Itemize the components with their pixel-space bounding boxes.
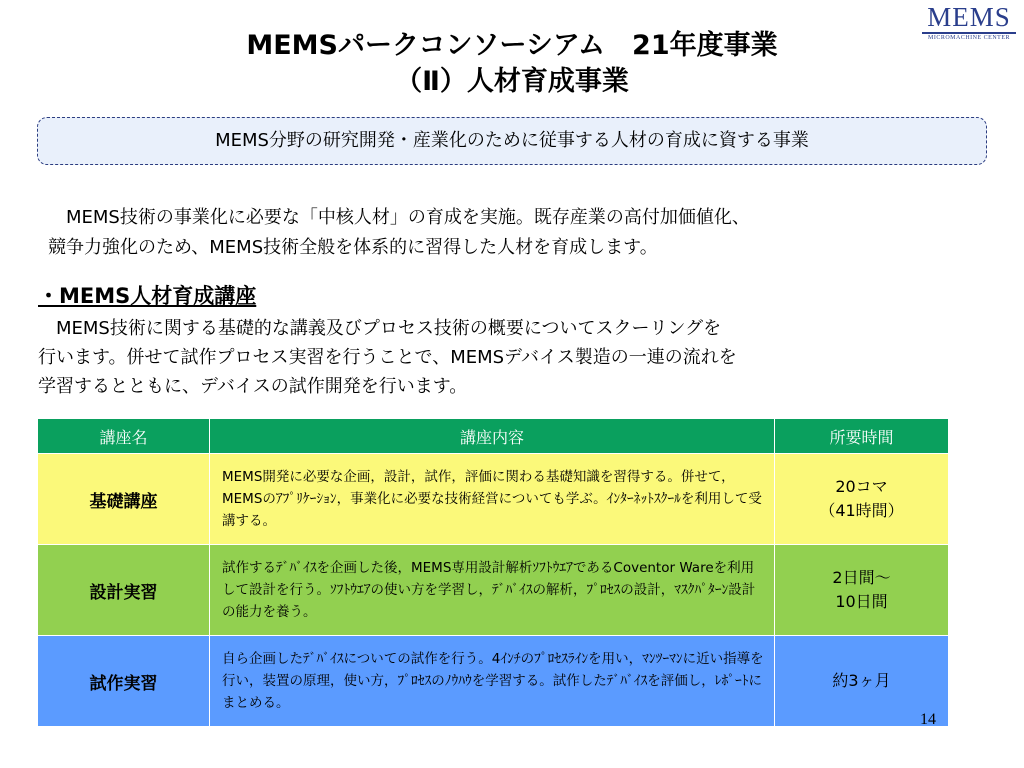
description-line-1: MEMS技術に関する基礎的な講義及びプロセス技術の概要についてスクーリングを — [56, 318, 722, 339]
logo-subtitle: MICROMACHINE CENTER — [927, 35, 1010, 41]
table-header-row — [38, 419, 949, 454]
course-table — [37, 418, 949, 727]
table-row — [38, 545, 949, 636]
header-course-content: 講座内容 — [210, 419, 775, 454]
course-content-cell: MEMS開発に必要な企画，設計，試作，評価に関わる基礎知識を習得する。併せて，MEMSのｱﾌﾟﾘｹｰｼｮﾝ，事業化に必要な技術経営についても学ぶ。ｲﾝﾀｰﾈｯﾄｽｸｰﾙを利用して受講する。 — [210, 454, 775, 545]
duration-line-1: 2日間～ — [832, 568, 891, 587]
intro-line-2: 競争力強化のため、MEMS技術全般を体系的に習得した人材を育成します。 — [48, 237, 658, 258]
lead-statement-box — [37, 117, 987, 165]
duration-line-2: （41時間） — [819, 501, 904, 520]
course-duration-cell — [775, 454, 949, 545]
course-duration-cell — [775, 545, 949, 636]
table-row — [38, 636, 949, 727]
section-heading: ・MEMS人材育成講座 — [38, 284, 257, 308]
duration-line-1: 20コマ — [835, 477, 888, 496]
intro-line-1: MEMS技術の事業化に必要な「中核人材」の育成を実施。既存産業の高付加価値化、 — [66, 207, 750, 228]
course-name-cell: 基礎講座 — [38, 454, 210, 545]
description-line-3: 学習するとともに、デバイスの試作開発を行います。 — [38, 376, 468, 397]
page-number: 14 — [920, 711, 936, 728]
course-name-cell: 設計実習 — [38, 545, 210, 636]
title-line-1: MEMSパークコンソーシアム 21年度事業 — [246, 30, 778, 61]
table-row — [38, 454, 949, 545]
header-course-name: 講座名 — [38, 419, 210, 454]
intro-paragraph — [48, 203, 948, 263]
course-name-cell: 試作実習 — [38, 636, 210, 727]
logo-wordmark: MEMS — [927, 2, 1011, 32]
lead-statement: MEMS分野の研究開発・産業化のために従事する人材の育成に資する事業 — [215, 130, 809, 151]
duration-line-1: 約3ヶ月 — [832, 671, 891, 690]
course-description — [38, 314, 978, 401]
duration-line-2: 10日間 — [835, 592, 888, 611]
description-line-2: 行います。併せて試作プロセス実習を行うことで、MEMSデバイス製造の一連の流れを — [38, 347, 737, 368]
course-content-cell: 試作するﾃﾞﾊﾞｲｽを企画した後，MEMS専用設計解析ｿﾌﾄｳｴｱであるCoventor Wareを利用して設計を行う。ｿﾌﾄｳｴｱの使い方を学習し，ﾃﾞﾊﾞｲｽの解析，ﾌﾟﾛｾｽの設計，ﾏｽｸﾊﾟﾀｰﾝ設計の能力を養う。 — [210, 545, 775, 636]
course-content-cell: 自ら企画したﾃﾞﾊﾞｲｽについての試作を行う。4ｲﾝﾁのﾌﾟﾛｾｽﾗｲﾝを用い，ﾏﾝﾂｰﾏﾝに近い指導を行い，装置の原理，使い方，ﾌﾟﾛｾｽのﾉｳﾊｳを学習する。試作したﾃﾞﾊﾞｲｽを評価し，ﾚﾎﾟｰﾄにまとめる。 — [210, 636, 775, 727]
header-duration: 所要時間 — [775, 419, 949, 454]
title-line-2: （Ⅱ）人材育成事業 — [395, 66, 629, 97]
slide-title — [0, 28, 1024, 100]
